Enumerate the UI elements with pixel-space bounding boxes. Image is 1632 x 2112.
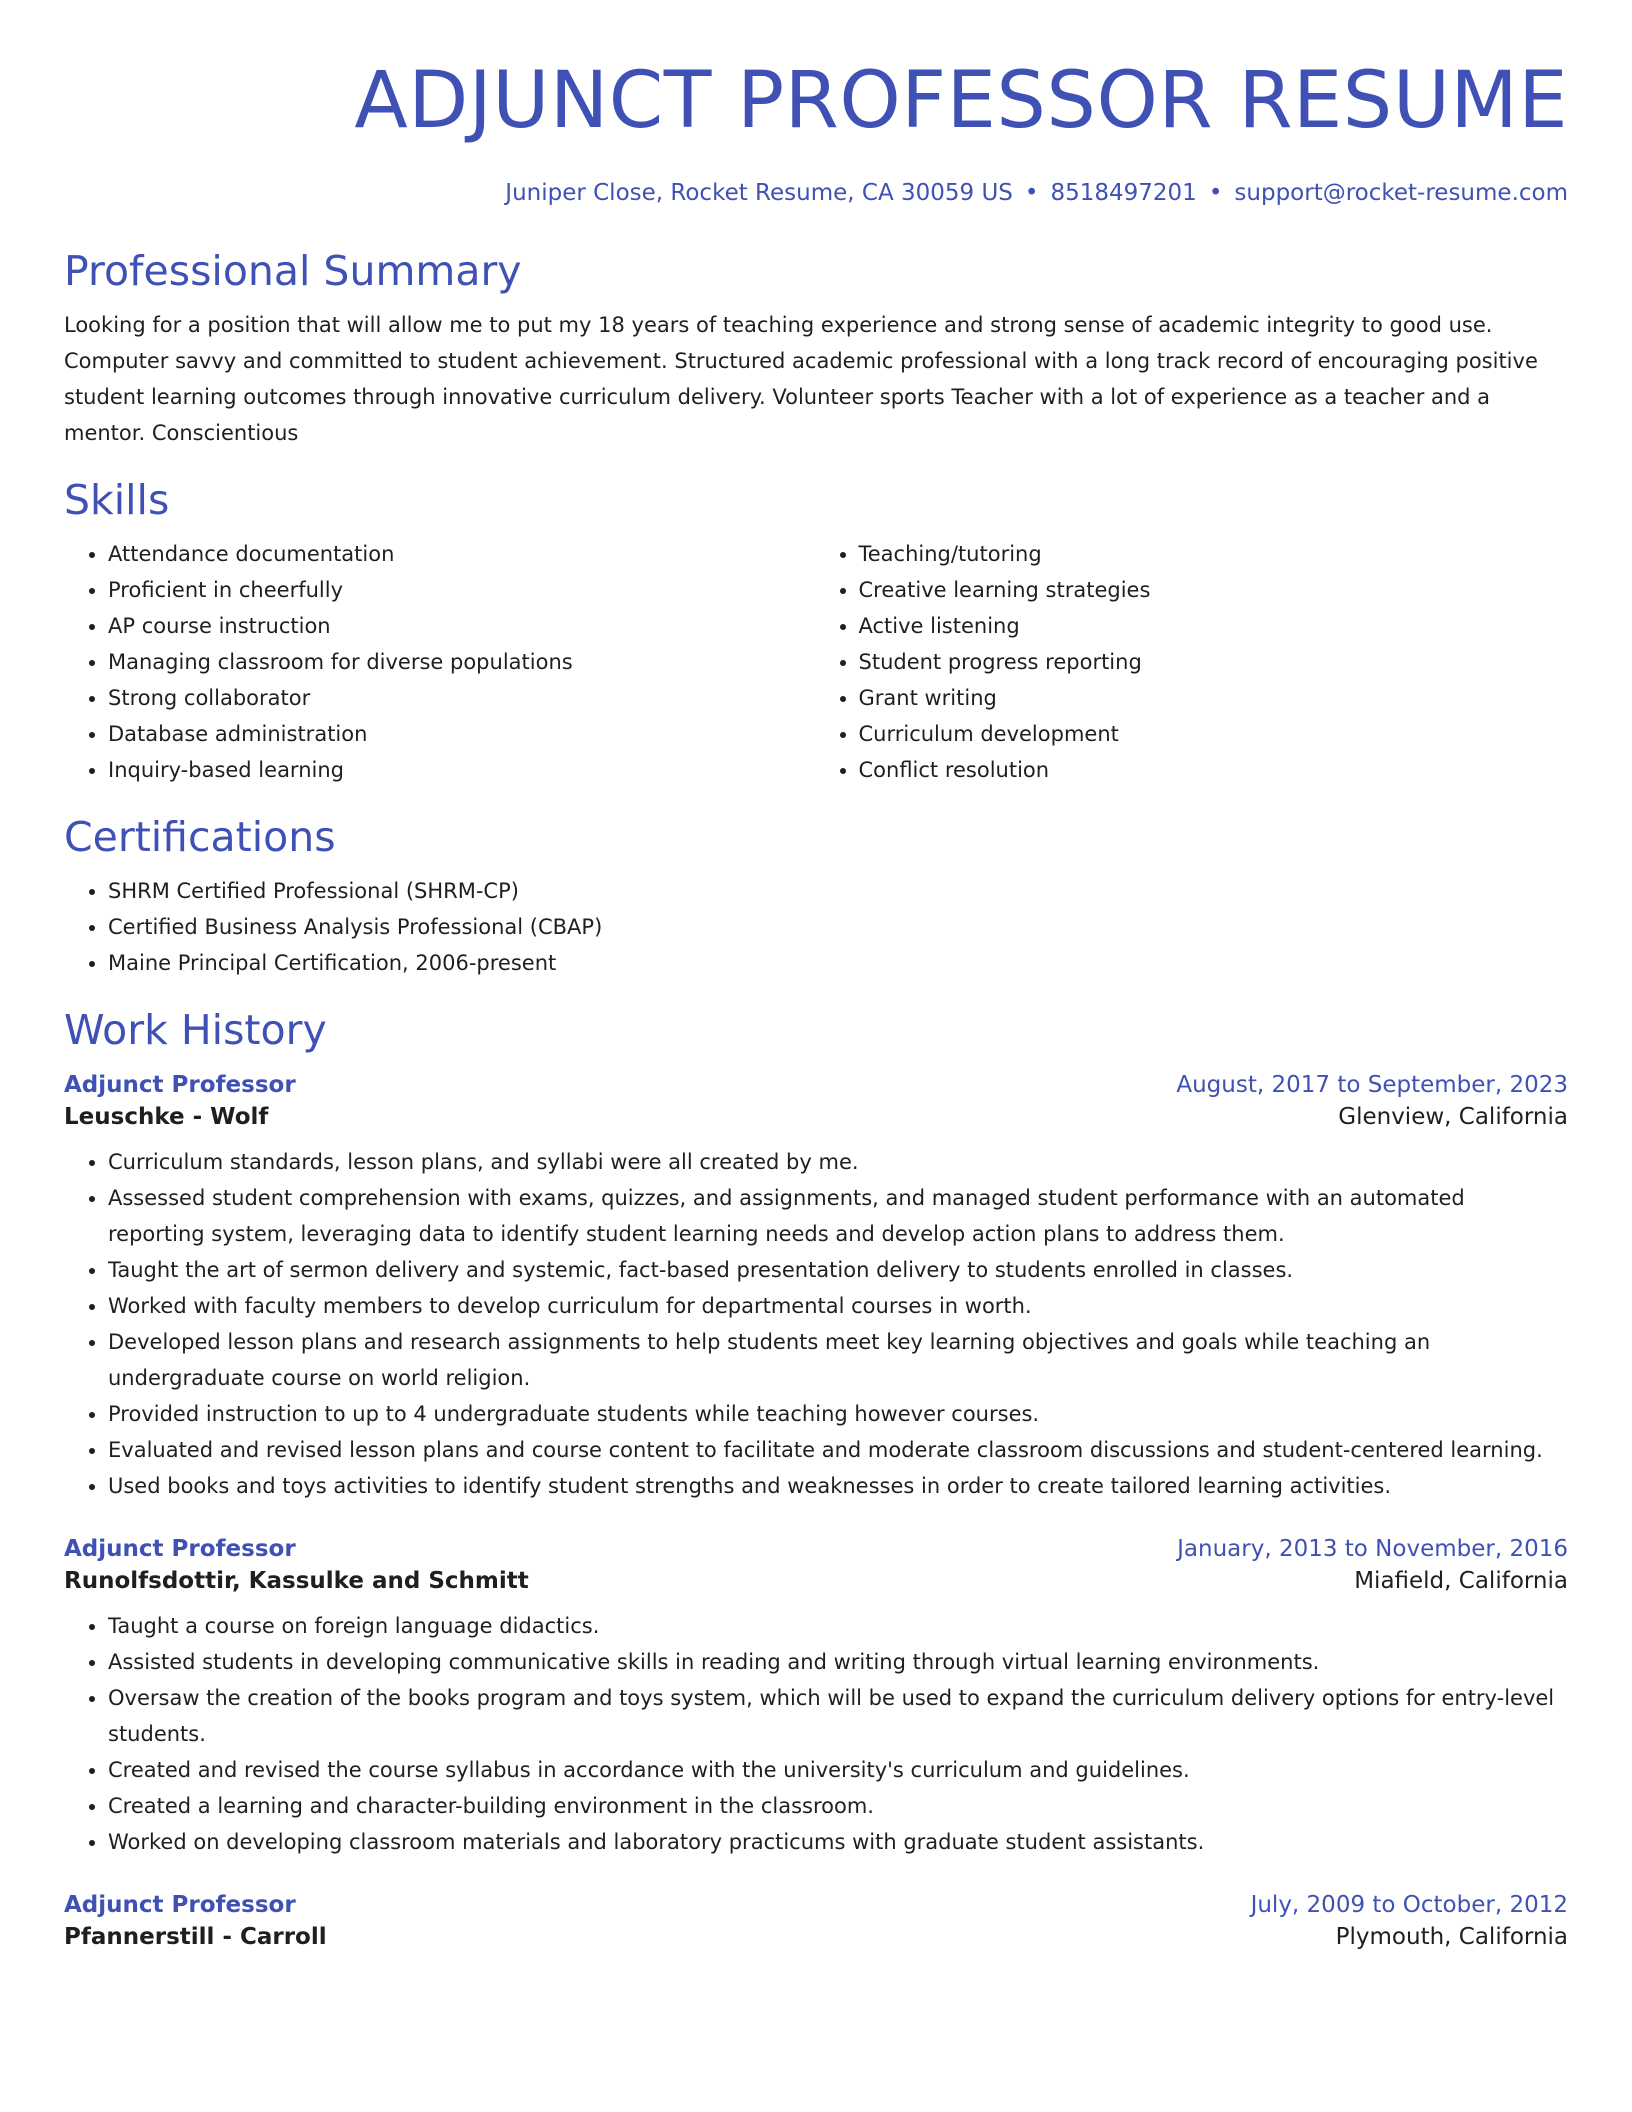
job-bullet: • Curriculum standards, lesson plans, and syllabi were all created by me. bbox=[108, 1144, 1568, 1180]
job-dates: August, 2017 to September, 2023 bbox=[1176, 1072, 1568, 1099]
job-location: Miafield, California bbox=[1354, 1568, 1568, 1595]
skills-section bbox=[64, 477, 1568, 788]
contact-phone: 8518497201 bbox=[1050, 180, 1197, 206]
skills-list-right bbox=[818, 536, 1569, 788]
certification-item: • Maine Principal Certification, 2006-present bbox=[108, 945, 1568, 981]
certifications-section bbox=[64, 814, 1568, 981]
certification-item: • SHRM Certified Professional (SHRM-CP) bbox=[108, 873, 1568, 909]
contact-separator: • bbox=[1024, 180, 1039, 206]
job-subheader bbox=[64, 1568, 1568, 1594]
job-bullet: • Taught the art of sermon delivery and systemic, fact-based presentation delivery to students enrolled in classes. bbox=[108, 1252, 1568, 1288]
job-header bbox=[64, 1072, 1568, 1098]
certifications-list bbox=[64, 873, 1568, 981]
resume-name: ADJUNCT PROFESSOR RESUME bbox=[354, 56, 1568, 146]
job-location: Glenview, California bbox=[1338, 1104, 1568, 1131]
job-dates: July, 2009 to October, 2012 bbox=[1250, 1892, 1568, 1919]
job-bullet: • Provided instruction to up to 4 undergraduate students while teaching however courses. bbox=[108, 1396, 1568, 1432]
skill-item: • Managing classroom for diverse populations bbox=[108, 644, 818, 680]
job-bullet: • Assessed student comprehension with exams, quizzes, and assignments, and managed student performance with an automated reporting system, leveraging data to identify student learning needs and develop action plans to address them. bbox=[108, 1180, 1568, 1252]
contact-separator: • bbox=[1208, 180, 1223, 206]
job-bullet: • Created and revised the course syllabus in accordance with the university's curriculum and guidelines. bbox=[108, 1752, 1568, 1788]
job-title: Adjunct Professor bbox=[64, 1536, 296, 1563]
skills-list-left bbox=[64, 536, 818, 788]
skill-item: • Student progress reporting bbox=[859, 644, 1569, 680]
work-history-section bbox=[64, 1007, 1568, 1950]
job-bullet: • Oversaw the creation of the books program and toys system, which will be used to expand the curriculum delivery options for entry-level students. bbox=[108, 1680, 1568, 1752]
contact-line bbox=[64, 180, 1568, 208]
job-bullet: • Taught a course on foreign language didactics. bbox=[108, 1608, 1568, 1644]
job-dates: January, 2013 to November, 2016 bbox=[1177, 1536, 1568, 1563]
job-entry bbox=[64, 1536, 1568, 1860]
skills-title: Skills bbox=[64, 475, 170, 524]
skill-item: • Active listening bbox=[859, 608, 1569, 644]
job-bullet: • Developed lesson plans and research assignments to help students meet key learning objectives and goals while teaching an undergraduate course on world religion. bbox=[108, 1324, 1568, 1396]
job-bullet: • Created a learning and character-building environment in the classroom. bbox=[108, 1788, 1568, 1824]
job-subheader bbox=[64, 1104, 1568, 1130]
job-bullet: • Used books and toys activities to identify student strengths and weaknesses in order to create tailored learning activities. bbox=[108, 1468, 1568, 1504]
job-bullet: • Evaluated and revised lesson plans and course content to facilitate and moderate classroom discussions and student-centered learning. bbox=[108, 1432, 1568, 1468]
job-bullet: • Worked with faculty members to develop curriculum for departmental courses in worth. bbox=[108, 1288, 1568, 1324]
skill-item: • Attendance documentation bbox=[108, 536, 818, 572]
job-title: Adjunct Professor bbox=[64, 1072, 296, 1099]
summary-text: Looking for a position that will allow me to put my 18 years of teaching experience and strong sense of academic integrity to good use. Computer savvy and committed to student achievement. Structured academic professional with a long track record of encouraging positive student learning outcomes through innovative curriculum delivery. Volunteer sports Teacher with a lot of experience as a teacher and a mentor. Conscientious bbox=[64, 312, 1538, 445]
skill-item: • Inquiry-based learning bbox=[108, 752, 818, 788]
job-title: Adjunct Professor bbox=[64, 1892, 296, 1919]
work-history-title: Work History bbox=[64, 1006, 327, 1055]
job-entry bbox=[64, 1892, 1568, 1950]
certifications-title: Certifications bbox=[64, 812, 336, 861]
skill-item: • AP course instruction bbox=[108, 608, 818, 644]
job-bullet: • Worked on developing classroom materials and laboratory practicums with graduate student assistants. bbox=[108, 1824, 1568, 1860]
skill-item: • Database administration bbox=[108, 716, 818, 752]
certification-item: • Certified Business Analysis Professional (CBAP) bbox=[108, 909, 1568, 945]
skill-item: • Strong collaborator bbox=[108, 680, 818, 716]
skill-item: • Creative learning strategies bbox=[859, 572, 1569, 608]
skill-item: • Grant writing bbox=[859, 680, 1569, 716]
summary-title: Professional Summary bbox=[64, 246, 522, 295]
contact-email[interactable]: support@rocket-resume.com bbox=[1234, 180, 1568, 206]
skill-item: • Proficient in cheerfully bbox=[108, 572, 818, 608]
summary-section bbox=[64, 248, 1568, 451]
job-bullet: • Assisted students in developing communicative skills in reading and writing through virtual learning environments. bbox=[108, 1644, 1568, 1680]
skill-item: • Teaching/tutoring bbox=[859, 536, 1569, 572]
contact-address: Juniper Close, Rocket Resume, CA 30059 US bbox=[505, 180, 1013, 206]
skills-grid bbox=[64, 536, 1568, 788]
job-company: Runolfsdottir, Kassulke and Schmitt bbox=[64, 1568, 529, 1595]
job-bullets bbox=[64, 1608, 1568, 1860]
job-company: Pfannerstill - Carroll bbox=[64, 1924, 327, 1951]
job-header bbox=[64, 1892, 1568, 1918]
job-subheader bbox=[64, 1924, 1568, 1950]
job-entry bbox=[64, 1072, 1568, 1504]
skill-item: • Curriculum development bbox=[859, 716, 1569, 752]
job-bullets bbox=[64, 1144, 1568, 1504]
job-company: Leuschke - Wolf bbox=[64, 1104, 269, 1131]
job-header bbox=[64, 1536, 1568, 1562]
job-location: Plymouth, California bbox=[1335, 1924, 1568, 1951]
skill-item: • Conflict resolution bbox=[859, 752, 1569, 788]
